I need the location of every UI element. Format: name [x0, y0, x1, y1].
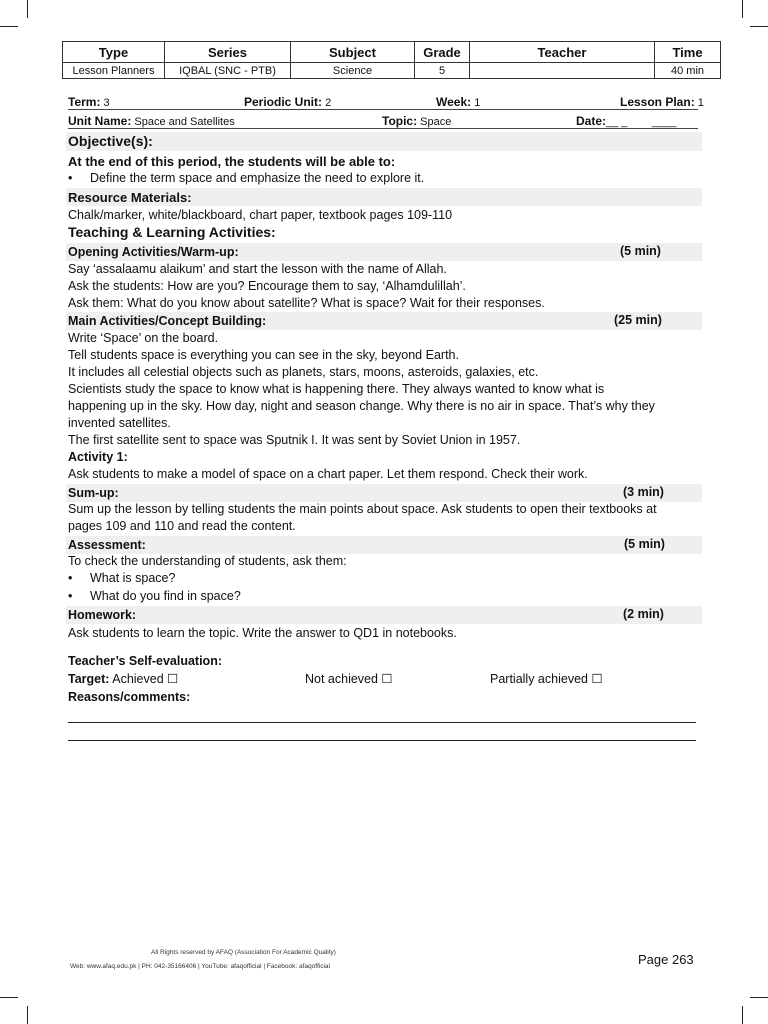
divider — [68, 128, 698, 129]
table-row — [63, 63, 721, 79]
footer-rights: All Rights reserved by AFAQ (Association For Academic Quality) — [151, 949, 336, 956]
section-band — [66, 132, 702, 151]
sumup-duration: (3 min) — [623, 485, 664, 499]
column-header: Grade — [415, 42, 470, 63]
column-header: Subject — [291, 42, 415, 63]
crop-mark — [0, 997, 18, 998]
homework-title: Homework: — [68, 608, 137, 622]
main-line: Write ‘Space’ on the board. — [68, 331, 219, 345]
footer-contact: Web: www.afaq.edu.pk | PH: 042-35166406 | YouTube: afaqofficial | Facebook: afaqofficial — [70, 963, 330, 970]
periodic-unit-value: 2 — [325, 97, 332, 109]
objective-item: • Define the term space and emphasize the need to explore it. — [68, 171, 425, 185]
week-value: 1 — [474, 97, 481, 109]
assessment-title: Assessment: — [68, 538, 146, 552]
main-line: It includes all celestial objects such as planets, stars, moons, asteroids, galaxies, etc. — [68, 365, 539, 379]
assessment-item: • What do you find in space? — [68, 589, 241, 603]
crop-mark — [0, 26, 18, 27]
teaching-activities-title: Teaching & Learning Activities: — [68, 224, 276, 240]
column-header: Time — [655, 42, 721, 63]
main-activities-duration: (25 min) — [614, 313, 662, 327]
table-header-row — [63, 42, 721, 63]
assessment-intro: To check the understanding of students, ask them: — [68, 554, 347, 568]
partially-achieved-checkbox[interactable]: Partially achieved ☐ — [490, 672, 603, 686]
resources-title: Resource Materials: — [68, 190, 192, 205]
section-band — [66, 484, 702, 502]
crop-mark — [742, 1006, 743, 1024]
main-line: Scientists study the space to know what is happening there. They always wanted to know what is — [68, 382, 605, 396]
column-header: Series — [165, 42, 291, 63]
main-line: The first satellite sent to space was Sputnik I. It was sent by Soviet Union in 1957. — [68, 433, 521, 447]
objectives-title: Objective(s): — [68, 133, 153, 149]
main-line: happening up in the sky. How day, night and season change. Why there is no air in space. That’s why they — [68, 399, 655, 413]
table-cell-series: IQBAL (SNC - PTB) — [165, 63, 291, 79]
term-label: Term: — [68, 95, 101, 109]
main-activities-title: Main Activities/Concept Building: — [68, 314, 267, 328]
term-value: 3 — [103, 97, 110, 109]
activity-title: Activity 1: — [68, 450, 128, 464]
opening-duration: (5 min) — [620, 244, 661, 258]
self-evaluation-title: Teacher’s Self-evaluation: — [68, 654, 222, 668]
crop-mark — [750, 997, 768, 998]
objectives-intro: At the end of this period, the students will be able to: — [68, 154, 396, 169]
table-cell-grade: 5 — [415, 63, 470, 79]
sumup-line: pages 109 and 110 and read the content. — [68, 519, 296, 533]
comment-line — [68, 740, 696, 741]
reasons-label: Reasons/comments: — [68, 690, 191, 704]
crop-mark — [750, 26, 768, 27]
main-line: invented satellites. — [68, 416, 171, 430]
column-header: Type — [63, 42, 165, 63]
bullet-icon: • — [68, 171, 73, 185]
opening-line: Ask the students: How are you? Encourage them to say, ‘Alhamdulillah’. — [68, 279, 466, 293]
achieved-checkbox[interactable]: Achieved ☐ — [112, 672, 179, 686]
bullet-icon: • — [68, 571, 73, 585]
section-band — [66, 606, 702, 624]
periodic-unit-label: Periodic Unit: — [244, 95, 323, 109]
table-cell-subject: Science — [291, 63, 415, 79]
resources-text: Chalk/marker, white/blackboard, chart paper, textbook pages 109-110 — [68, 208, 453, 222]
opening-line: Ask them: What do you know about satellite? What is space? Wait for their responses. — [68, 296, 545, 310]
main-line: Tell students space is everything you can see in the sky, beyond Earth. — [68, 348, 459, 362]
not-achieved-checkbox[interactable]: Not achieved ☐ — [305, 672, 393, 686]
table-cell-type: Lesson Planners — [63, 63, 165, 79]
table-cell-time: 40 min — [655, 63, 721, 79]
sumup-line: Sum up the lesson by telling students the main points about space. Ask students to open their textbooks at — [68, 502, 657, 516]
opening-line: Say ‘assalaamu alaikum’ and start the lesson with the name of Allah. — [68, 262, 447, 276]
activity-text: Ask students to make a model of space on a chart paper. Let them respond. Check their work. — [68, 467, 588, 481]
section-band — [66, 536, 702, 554]
unit-name-value: Space and Satellites — [134, 116, 235, 128]
week-label: Week: — [436, 95, 472, 109]
lesson-plan-label: Lesson Plan: — [620, 95, 695, 109]
date-value: __ _ ____ — [606, 116, 677, 128]
divider — [68, 109, 698, 110]
table-cell-teacher — [470, 63, 655, 79]
column-header: Teacher — [470, 42, 655, 63]
bullet-icon: • — [68, 589, 73, 603]
homework-duration: (2 min) — [623, 607, 664, 621]
assessment-item: • What is space? — [68, 571, 176, 585]
sumup-title: Sum-up: — [68, 486, 119, 500]
unit-name-label: Unit Name: — [68, 114, 132, 128]
homework-text: Ask students to learn the topic. Write the answer to QD1 in notebooks. — [68, 626, 457, 640]
comment-line — [68, 722, 696, 723]
crop-mark — [27, 1006, 28, 1024]
topic-value: Space — [420, 116, 452, 128]
lesson-plan-value: 1 — [697, 97, 704, 109]
crop-mark — [27, 0, 28, 18]
target-label: Target: — [68, 672, 110, 686]
topic-label: Topic: — [382, 114, 418, 128]
assessment-duration: (5 min) — [624, 537, 665, 551]
date-label: Date: — [576, 114, 607, 128]
crop-mark — [742, 0, 743, 18]
lesson-meta-table — [62, 41, 721, 79]
page-number: Page 263 — [638, 952, 694, 967]
opening-title: Opening Activities/Warm-up: — [68, 245, 239, 259]
